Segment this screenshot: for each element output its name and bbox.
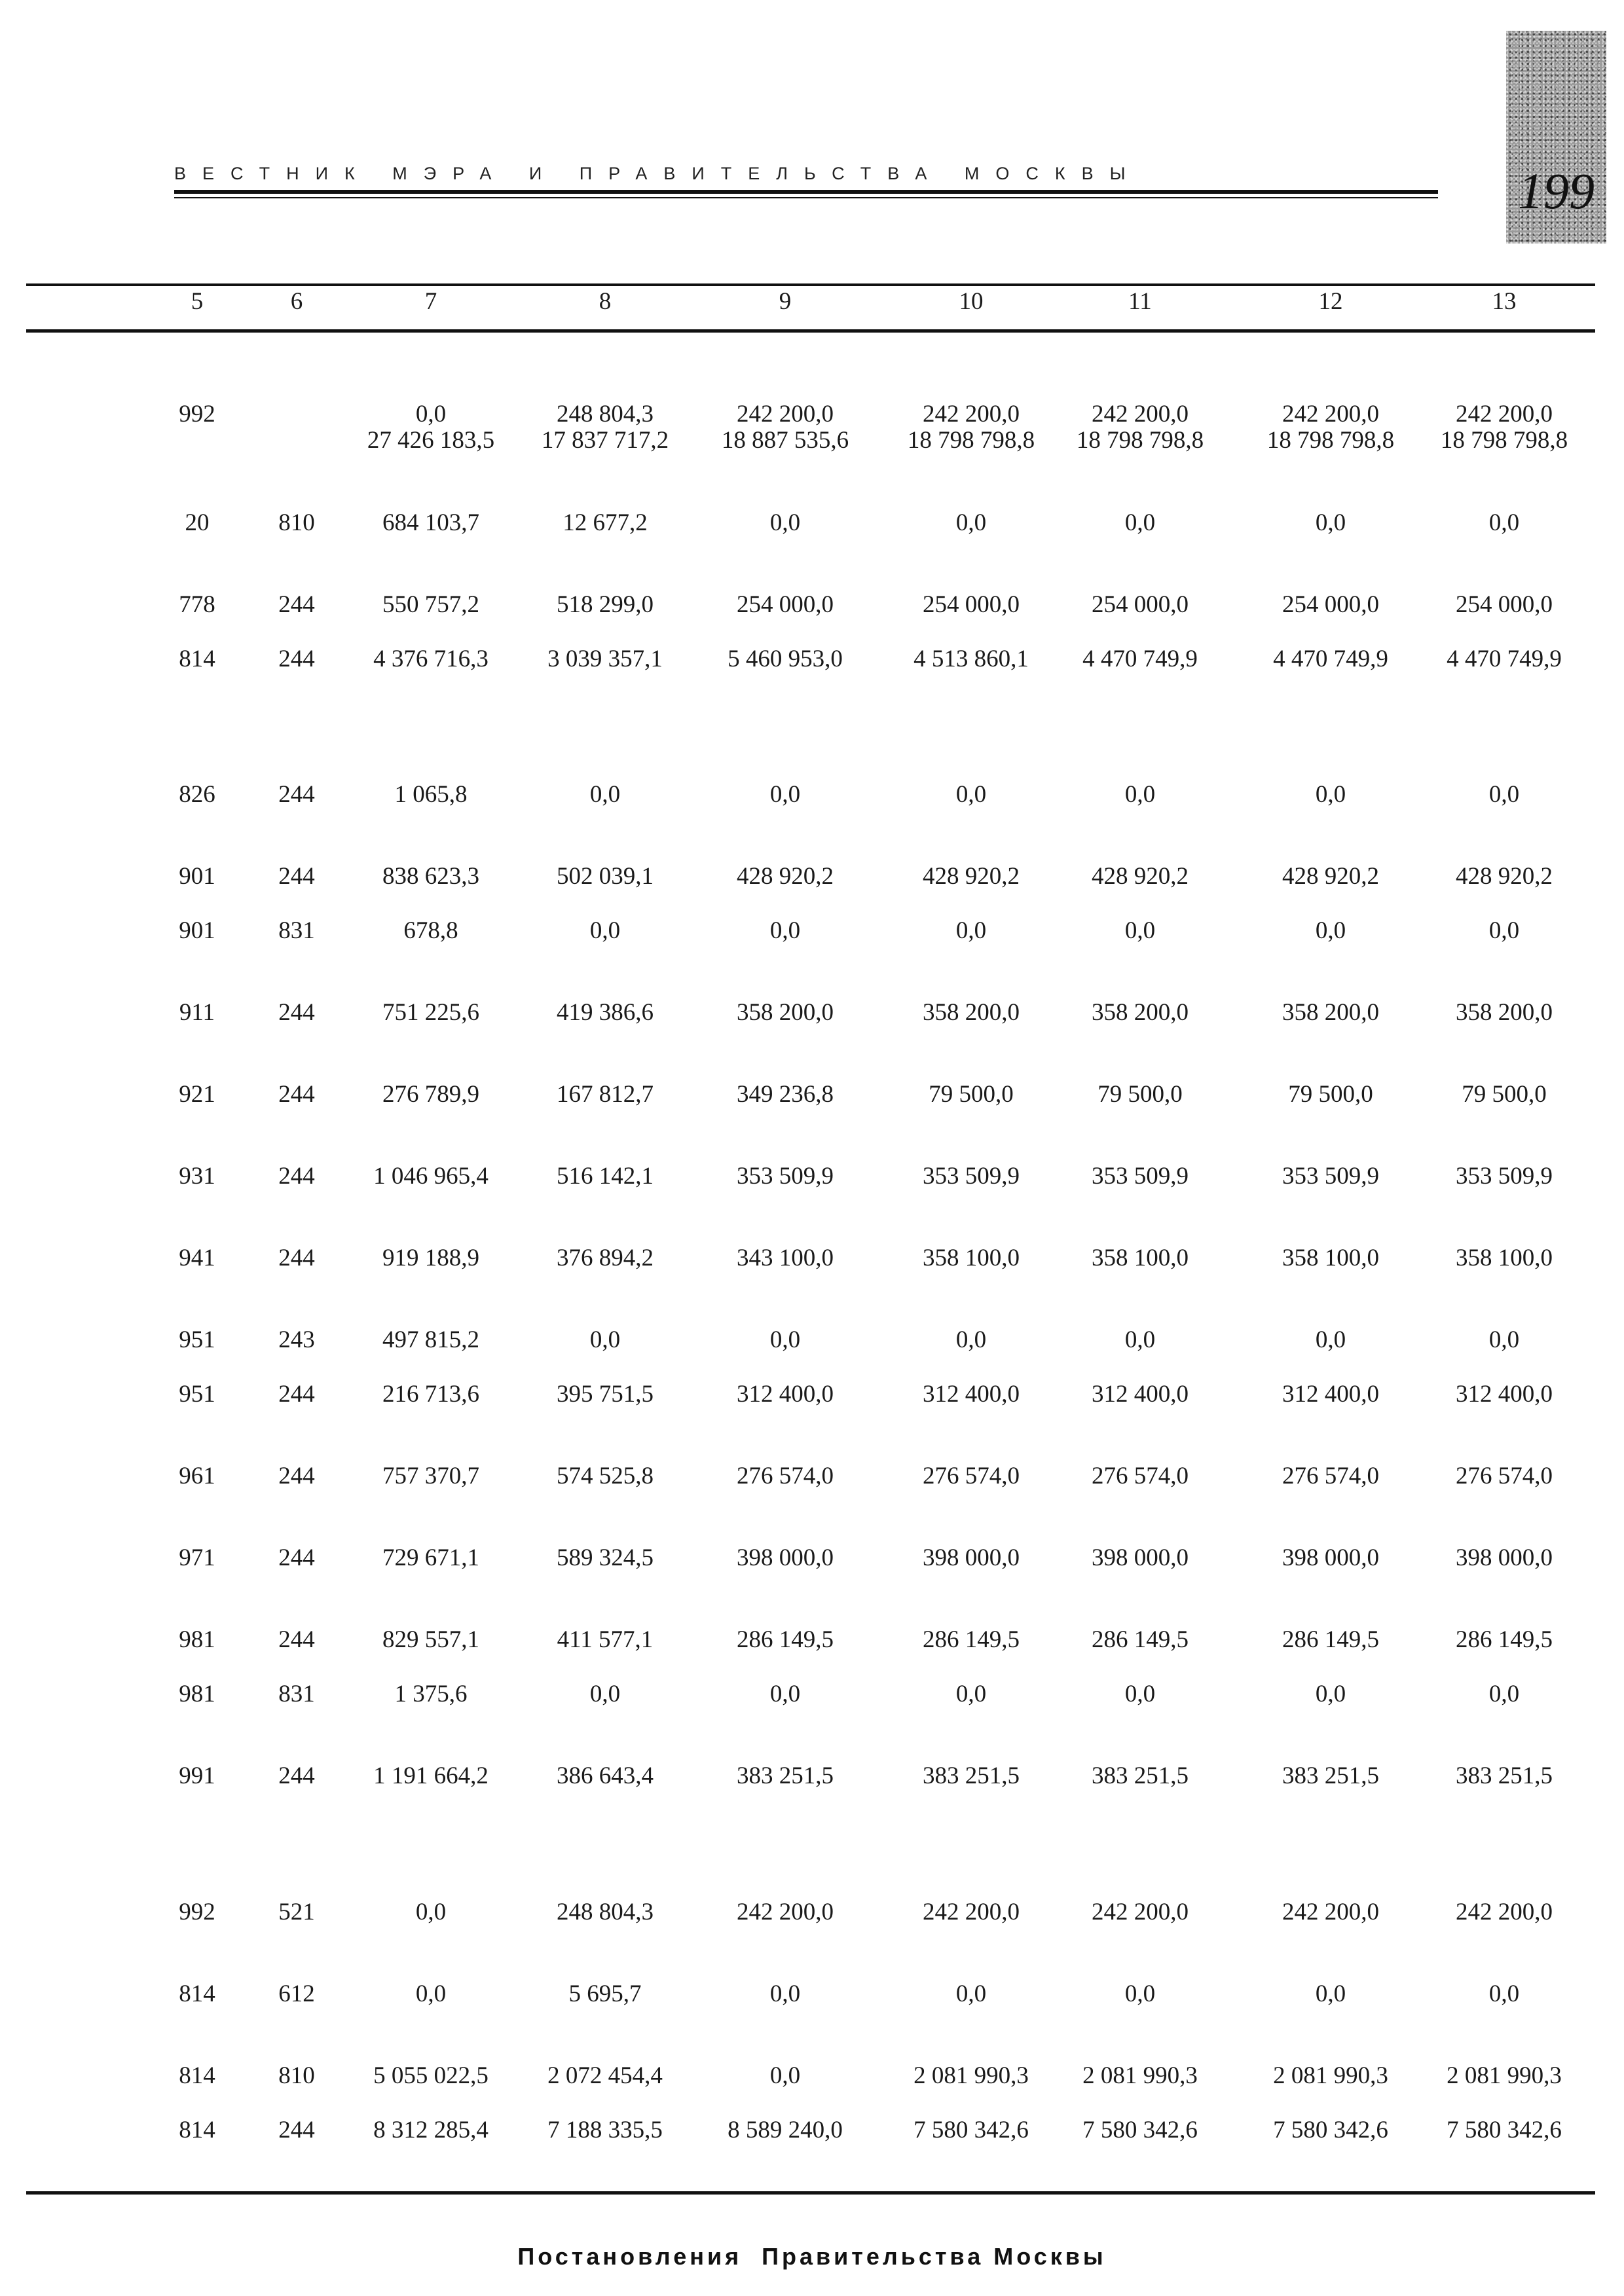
table-cell: 831 <box>278 917 315 944</box>
table-cell: 358 100,0 <box>1456 1245 1553 1271</box>
table-cell: 242 200,0 <box>737 1899 834 1925</box>
table-cell: 1 046 965,4 <box>373 1163 489 1190</box>
table-cell: 353 509,9 <box>1282 1163 1379 1190</box>
table-cell: 383 251,5 <box>923 1762 1020 1789</box>
table-cell: 814 <box>179 646 215 672</box>
table-cell: 8 312 285,4 <box>373 2117 489 2143</box>
table-cell: 428 920,2 <box>737 863 834 890</box>
table-cell: 12 677,2 <box>563 509 648 536</box>
table-cell: 244 <box>278 781 315 808</box>
table-cell: 244 <box>278 1163 315 1190</box>
table-cell: 254 000,0 <box>737 591 834 618</box>
section-title: Постановления Правительства Москвы <box>517 2243 1107 2270</box>
table-cell: 383 251,5 <box>737 1762 834 1789</box>
table-cell: 244 <box>278 1626 315 1653</box>
table-cell: 428 920,2 <box>1282 863 1379 890</box>
column-header: 9 <box>779 288 792 315</box>
table-cell: 0,0 <box>955 1681 987 1707</box>
table-cell: 312 400,0 <box>1092 1381 1189 1408</box>
table-cell: 826 <box>179 781 215 808</box>
table-cell: 244 <box>278 591 315 618</box>
table-cell: 383 251,5 <box>1282 1762 1379 1789</box>
table-cell: 0,0 <box>769 1326 801 1353</box>
table-cell: 901 <box>179 917 215 944</box>
table-cell: 383 251,5 <box>1456 1762 1553 1789</box>
table-cell: 312 400,0 <box>1456 1381 1553 1408</box>
table-cell: 0,0 <box>1488 1980 1520 2007</box>
table-cell: 242 200,0 <box>923 401 1020 428</box>
table-row <box>0 999 1624 1038</box>
table-cell: 919 188,9 <box>382 1245 479 1271</box>
table-cell: 0,0 <box>1124 509 1156 536</box>
table-cell: 242 200,0 <box>1456 1899 1553 1925</box>
table-cell: 5 055 022,5 <box>373 2062 489 2089</box>
table-cell: 244 <box>278 1381 315 1408</box>
table-bottom-rule <box>26 2191 1595 2195</box>
table-cell-second-line: 18 798 798,8 <box>1076 427 1204 454</box>
table-cell: 276 574,0 <box>1092 1463 1189 1489</box>
table-cell: 286 149,5 <box>923 1626 1020 1653</box>
table-cell: 376 894,2 <box>557 1245 654 1271</box>
table-cell: 244 <box>278 1081 315 1108</box>
table-cell: 0,0 <box>955 1980 987 2007</box>
table-cell: 0,0 <box>1488 917 1520 944</box>
table-row <box>0 509 1624 549</box>
table-row <box>0 2117 1624 2156</box>
table-cell: 0,0 <box>1124 1326 1156 1353</box>
table-cell: 0,0 <box>1315 1326 1346 1353</box>
table-cell: 358 200,0 <box>923 999 1020 1026</box>
table-row <box>0 1626 1624 1666</box>
table-cell: 901 <box>179 863 215 890</box>
table-cell: 358 200,0 <box>737 999 834 1026</box>
table-cell: 838 623,3 <box>382 863 479 890</box>
table-cell: 244 <box>278 646 315 672</box>
table-cell: 79 500,0 <box>1288 1081 1373 1108</box>
table-cell: 931 <box>179 1163 215 1190</box>
table-cell: 992 <box>179 1899 215 1925</box>
table-cell: 612 <box>278 1980 315 2007</box>
table-cell: 358 100,0 <box>1092 1245 1189 1271</box>
table-cell: 814 <box>179 2062 215 2089</box>
table-row <box>0 2062 1624 2102</box>
table-cell: 244 <box>278 1463 315 1489</box>
table-cell: 398 000,0 <box>1092 1544 1189 1571</box>
table-cell: 4 470 749,9 <box>1273 646 1388 672</box>
table-cell: 0,0 <box>769 917 801 944</box>
table-row <box>0 1381 1624 1420</box>
table-cell: 831 <box>278 1681 315 1707</box>
table-cell: 0,0 <box>769 781 801 808</box>
table-cell: 383 251,5 <box>1092 1762 1189 1789</box>
table-cell: 254 000,0 <box>923 591 1020 618</box>
table-row <box>0 1980 1624 2020</box>
table-cell: 0,0 <box>589 917 621 944</box>
table-cell: 502 039,1 <box>557 863 654 890</box>
table-cell: 358 100,0 <box>1282 1245 1379 1271</box>
table-cell: 2 081 990,3 <box>1447 2062 1562 2089</box>
table-cell: 79 500,0 <box>929 1081 1014 1108</box>
table-cell: 0,0 <box>1315 1681 1346 1707</box>
table-cell: 4 470 749,9 <box>1447 646 1562 672</box>
table-cell: 395 751,5 <box>557 1381 654 1408</box>
table-cell: 0,0 <box>1315 781 1346 808</box>
table-cell: 242 200,0 <box>1092 1899 1189 1925</box>
table-cell: 0,0 <box>415 1899 447 1925</box>
table-cell: 550 757,2 <box>382 591 479 618</box>
table-cell: 349 236,8 <box>737 1081 834 1108</box>
table-cell: 497 815,2 <box>382 1326 479 1353</box>
table-cell: 0,0 <box>1315 1980 1346 2007</box>
table-cell: 981 <box>179 1681 215 1707</box>
table-row <box>0 646 1624 685</box>
table-cell: 992 <box>179 401 215 428</box>
table-cell: 0,0 <box>1315 917 1346 944</box>
table-cell: 216 713,6 <box>382 1381 479 1408</box>
table-cell: 242 200,0 <box>737 401 834 428</box>
table-row <box>0 1463 1624 1502</box>
table-cell: 248 804,3 <box>557 401 654 428</box>
table-cell: 751 225,6 <box>382 999 479 1026</box>
table-row <box>0 1081 1624 1120</box>
header-rule-thin <box>174 197 1438 198</box>
table-cell: 7 580 342,6 <box>1082 2117 1198 2143</box>
table-cell: 829 557,1 <box>382 1626 479 1653</box>
table-header-row <box>0 288 1624 327</box>
table-cell: 0,0 <box>1315 509 1346 536</box>
table-cell: 254 000,0 <box>1092 591 1189 618</box>
table-cell: 7 580 342,6 <box>1447 2117 1562 2143</box>
table-cell: 8 589 240,0 <box>728 2117 843 2143</box>
table-cell: 518 299,0 <box>557 591 654 618</box>
table-cell: 358 200,0 <box>1092 999 1189 1026</box>
column-header: 8 <box>599 288 612 315</box>
table-cell: 276 574,0 <box>1282 1463 1379 1489</box>
table-cell: 358 200,0 <box>1456 999 1553 1026</box>
table-cell: 244 <box>278 863 315 890</box>
table-cell: 810 <box>278 509 315 536</box>
table-row <box>0 1762 1624 1802</box>
table-cell: 358 200,0 <box>1282 999 1379 1026</box>
table-cell: 778 <box>179 591 215 618</box>
table-cell: 0,0 <box>955 509 987 536</box>
table-cell: 312 400,0 <box>737 1381 834 1408</box>
table-cell: 5 695,7 <box>568 1980 642 2007</box>
table-cell: 911 <box>179 999 215 1026</box>
table-cell: 2 081 990,3 <box>1082 2062 1198 2089</box>
table-cell: 353 509,9 <box>737 1163 834 1190</box>
table-cell: 244 <box>278 1762 315 1789</box>
table-cell: 428 920,2 <box>1456 863 1553 890</box>
column-header: 12 <box>1318 288 1343 315</box>
table-cell: 0,0 <box>1488 509 1520 536</box>
table-cell: 0,0 <box>955 781 987 808</box>
table-cell: 242 200,0 <box>1456 401 1553 428</box>
table-cell: 0,0 <box>1488 1681 1520 1707</box>
table-cell: 167 812,7 <box>557 1081 654 1108</box>
table-cell: 0,0 <box>589 781 621 808</box>
table-cell: 0,0 <box>955 917 987 944</box>
table-cell: 312 400,0 <box>1282 1381 1379 1408</box>
table-row <box>0 1245 1624 1284</box>
column-header: 6 <box>290 288 303 315</box>
column-header: 10 <box>959 288 984 315</box>
table-cell: 312 400,0 <box>923 1381 1020 1408</box>
table-cell: 428 920,2 <box>1092 863 1189 890</box>
table-cell-second-line: 17 837 717,2 <box>541 427 669 454</box>
table-cell: 244 <box>278 1245 315 1271</box>
table-cell: 242 200,0 <box>1282 401 1379 428</box>
table-cell: 244 <box>278 2117 315 2143</box>
table-cell: 79 500,0 <box>1462 1081 1547 1108</box>
table-cell: 5 460 953,0 <box>728 646 843 672</box>
table-cell: 7 580 342,6 <box>1273 2117 1388 2143</box>
table-row <box>0 1163 1624 1202</box>
table-cell: 0,0 <box>1124 1681 1156 1707</box>
table-cell: 1 065,8 <box>394 781 468 808</box>
table-cell: 3 039 357,1 <box>547 646 663 672</box>
table-cell: 521 <box>278 1899 315 1925</box>
table-cell: 0,0 <box>769 1681 801 1707</box>
table-cell: 419 386,6 <box>557 999 654 1026</box>
table-cell: 678,8 <box>403 917 458 944</box>
table-cell: 729 671,1 <box>382 1544 479 1571</box>
table-cell: 353 509,9 <box>923 1163 1020 1190</box>
table-cell: 516 142,1 <box>557 1163 654 1190</box>
table-row <box>0 781 1624 820</box>
table-cell: 244 <box>278 1544 315 1571</box>
table-cell: 386 643,4 <box>557 1762 654 1789</box>
page-number-badge <box>1506 31 1606 244</box>
table-cell: 921 <box>179 1081 215 1108</box>
table-cell: 248 804,3 <box>557 1899 654 1925</box>
table-cell: 0,0 <box>589 1681 621 1707</box>
table-cell-second-line: 18 887 535,6 <box>721 427 849 454</box>
table-cell: 286 149,5 <box>737 1626 834 1653</box>
table-cell-second-line: 18 798 798,8 <box>1266 427 1395 454</box>
table-header-rule <box>26 329 1595 333</box>
table-cell: 0,0 <box>1488 781 1520 808</box>
table-cell: 20 <box>185 509 210 536</box>
table-cell: 276 574,0 <box>923 1463 1020 1489</box>
table-row <box>0 1681 1624 1720</box>
table-cell: 2 081 990,3 <box>913 2062 1029 2089</box>
table-cell: 428 920,2 <box>923 863 1020 890</box>
table-row <box>0 1544 1624 1584</box>
table-top-rule <box>26 283 1595 286</box>
table-cell: 398 000,0 <box>737 1544 834 1571</box>
table-cell: 574 525,8 <box>557 1463 654 1489</box>
table-row <box>0 917 1624 957</box>
table-cell: 398 000,0 <box>1456 1544 1553 1571</box>
table-cell: 0,0 <box>589 1326 621 1353</box>
table-cell: 2 081 990,3 <box>1273 2062 1388 2089</box>
table-cell: 991 <box>179 1762 215 1789</box>
table-row <box>0 591 1624 630</box>
table-cell: 0,0 <box>769 2062 801 2089</box>
table-cell: 951 <box>179 1381 215 1408</box>
table-cell: 254 000,0 <box>1456 591 1553 618</box>
table-cell-second-line: 27 426 183,5 <box>367 427 495 454</box>
table-row <box>0 1326 1624 1366</box>
table-cell: 242 200,0 <box>1282 1899 1379 1925</box>
column-header: 5 <box>191 288 204 315</box>
table-cell: 398 000,0 <box>1282 1544 1379 1571</box>
table-cell: 4 470 749,9 <box>1082 646 1198 672</box>
table-cell: 4 513 860,1 <box>913 646 1029 672</box>
table-cell: 286 149,5 <box>1092 1626 1189 1653</box>
table-cell: 684 103,7 <box>382 509 479 536</box>
table-cell: 242 200,0 <box>923 1899 1020 1925</box>
table-cell: 981 <box>179 1626 215 1653</box>
table-cell: 243 <box>278 1326 315 1353</box>
table-cell: 2 072 454,4 <box>547 2062 663 2089</box>
table-cell: 4 376 716,3 <box>373 646 489 672</box>
table-cell: 286 149,5 <box>1282 1626 1379 1653</box>
table-cell: 79 500,0 <box>1098 1081 1183 1108</box>
table-cell: 0,0 <box>1124 917 1156 944</box>
table-cell: 0,0 <box>769 1980 801 2007</box>
table-cell: 757 370,7 <box>382 1463 479 1489</box>
column-header: 7 <box>424 288 437 315</box>
table-row <box>0 401 1624 454</box>
table-cell: 951 <box>179 1326 215 1353</box>
table-cell: 1 375,6 <box>394 1681 468 1707</box>
table-cell: 358 100,0 <box>923 1245 1020 1271</box>
table-cell: 276 574,0 <box>1456 1463 1553 1489</box>
column-header: 13 <box>1492 288 1517 315</box>
table-cell: 276 789,9 <box>382 1081 479 1108</box>
table-cell-second-line: 18 798 798,8 <box>907 427 1035 454</box>
table-cell: 961 <box>179 1463 215 1489</box>
table-cell: 286 149,5 <box>1456 1626 1553 1653</box>
table-cell: 589 324,5 <box>557 1544 654 1571</box>
column-header: 11 <box>1128 288 1152 315</box>
page-number: 199 <box>1518 162 1595 219</box>
table-cell: 276 574,0 <box>737 1463 834 1489</box>
table-cell: 7 188 335,5 <box>547 2117 663 2143</box>
table-cell: 0,0 <box>769 509 801 536</box>
table-cell: 254 000,0 <box>1282 591 1379 618</box>
table-row <box>0 1899 1624 1938</box>
table-cell: 1 191 664,2 <box>373 1762 489 1789</box>
table-cell: 242 200,0 <box>1092 401 1189 428</box>
table-row <box>0 863 1624 902</box>
table-cell: 810 <box>278 2062 315 2089</box>
table-cell: 0,0 <box>1488 1326 1520 1353</box>
table-cell: 7 580 342,6 <box>913 2117 1029 2143</box>
table-cell: 244 <box>278 999 315 1026</box>
table-cell-second-line: 18 798 798,8 <box>1440 427 1568 454</box>
table-cell: 814 <box>179 1980 215 2007</box>
table-cell: 353 509,9 <box>1456 1163 1553 1190</box>
table-cell: 971 <box>179 1544 215 1571</box>
table-cell: 398 000,0 <box>923 1544 1020 1571</box>
table-cell: 0,0 <box>415 401 447 428</box>
table-cell: 0,0 <box>955 1326 987 1353</box>
table-cell: 814 <box>179 2117 215 2143</box>
header-rule <box>174 190 1438 194</box>
table-cell: 343 100,0 <box>737 1245 834 1271</box>
journal-title: ВЕСТНИК МЭРА И ПРАВИТЕЛЬСТВА МОСКВЫ <box>174 164 1142 183</box>
table-cell: 0,0 <box>1124 1980 1156 2007</box>
table-cell: 941 <box>179 1245 215 1271</box>
table-cell: 353 509,9 <box>1092 1163 1189 1190</box>
table-cell: 411 577,1 <box>557 1626 654 1653</box>
table-cell: 0,0 <box>1124 781 1156 808</box>
table-cell: 0,0 <box>415 1980 447 2007</box>
